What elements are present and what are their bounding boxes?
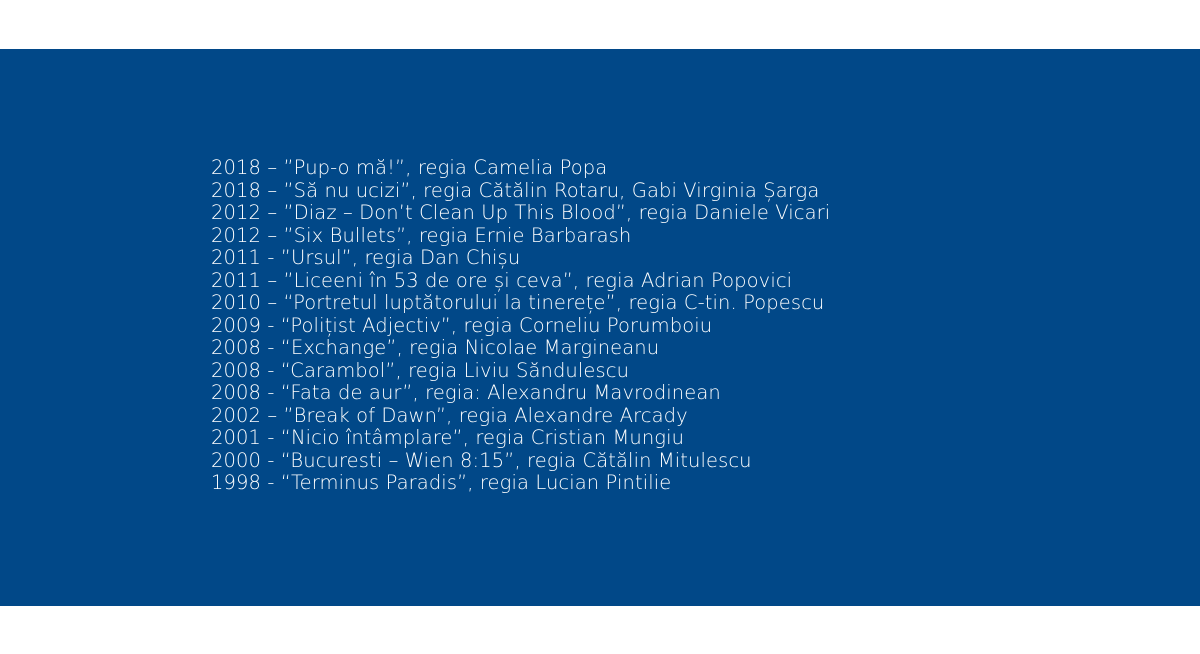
filmography-list (211, 157, 830, 495)
list-item: 2001 - “Nicio întâmplare”, regia Cristian Mungiu (211, 426, 685, 449)
list-item: 1998 - “Terminus Paradis”, regia Lucian Pintilie (211, 471, 672, 494)
list-item: 2010 – “Portretul luptătorului la tinerețe”, regia C-tin. Popescu (211, 291, 825, 314)
list-item: 2008 - “Exchange”, regia Nicolae Margineanu (211, 336, 660, 359)
list-item: 2018 – ”Să nu ucizi”, regia Cătălin Rotaru, Gabi Virginia Șarga (211, 178, 820, 202)
list-item: 2011 – ”Liceeni în 53 de ore și ceva”, regia Adrian Popovici (211, 268, 793, 292)
list-item: 2018 – ”Pup-o mă!”, regia Camelia Popa (211, 156, 608, 179)
list-item: 2008 - “Fata de aur”, regia: Alexandru Mavrodinean (211, 381, 721, 404)
list-item: 2011 - ”Ursul”, regia Dan Chișu (211, 246, 521, 269)
list-item: 2009 - “Polițist Adjectiv”, regia Corneliu Porumboiu (211, 313, 713, 337)
list-item: 2000 - “Bucuresti – Wien 8:15”, regia Cătălin Mitulescu (211, 448, 752, 472)
list-item: 2012 – ”Diaz – Don’t Clean Up This Blood”, regia Daniele Vicari (211, 201, 831, 224)
list-item: 2002 – ”Break of Dawn”, regia Alexandre Arcady (211, 403, 688, 427)
list-item: 2008 - “Carambol”, regia Liviu Săndulescu (211, 358, 630, 382)
list-item: 2012 – ”Six Bullets”, regia Ernie Barbarash (211, 223, 632, 247)
